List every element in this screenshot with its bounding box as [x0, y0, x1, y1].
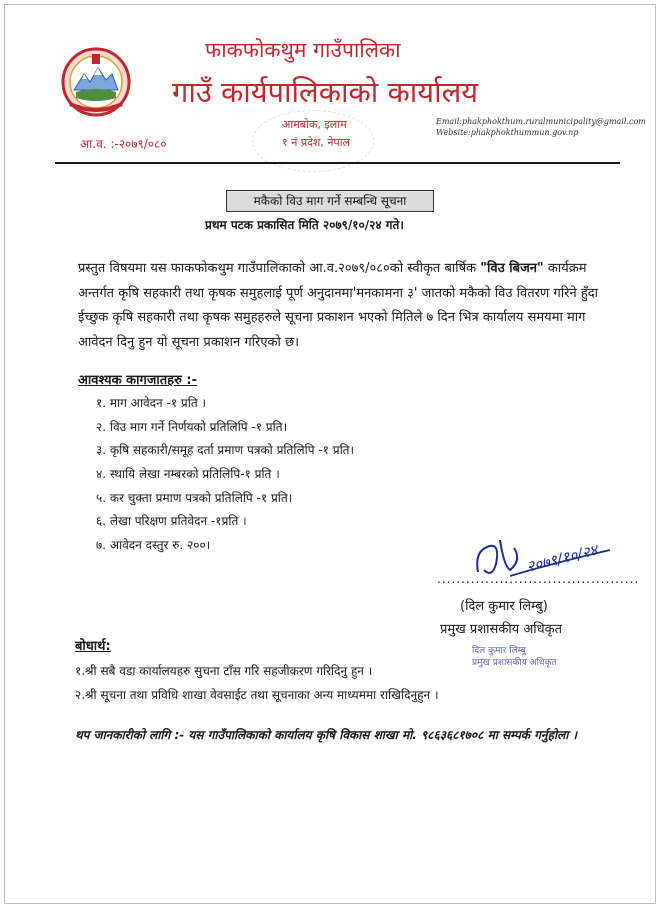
documents-list	[96, 392, 354, 558]
publish-date: प्रथम पटक प्रकासित मिति २०७९/१०/२४ गते।	[205, 218, 404, 232]
signature-line: ..........................................	[437, 572, 640, 586]
list-item: ५. कर चुक्ता प्रमाण पत्रको प्रतिलिपि -१ प्रति।	[96, 490, 293, 505]
fiscal-year: आ.व. :-२०७९/०८०	[80, 137, 167, 151]
list-item: ७. आवेदन दस्तुर रु. २००।	[96, 538, 211, 553]
email-text: Email:phakphokthum.ruralmunicipality@gmail.com	[436, 117, 646, 126]
list-item: १.श्री सबै वडा कार्यालयहरु सुचना टाँस गरि सहजीकरण गरिदिनु हुन ।	[75, 664, 373, 678]
address-line-2: १ नं प्रदेश, नेपाल	[282, 136, 351, 149]
list-item: १. माग आवेदन -१ प्रति ।	[96, 396, 207, 410]
stamp-title: प्रमुख प्रशासकीय अधिकृत	[472, 658, 557, 668]
nepal-emblem-icon	[60, 46, 132, 118]
list-item: ३. कृषि सहकारी/समूह दर्ता प्रमाण पत्रको प्रतिलिपि -१ प्रति।	[96, 443, 355, 458]
stamp-name: दिल कुमार लिम्बु	[472, 646, 526, 656]
office-name: फाकफोकथुम गाउँपालिका	[205, 38, 401, 62]
address-line-1: आमबोक, इलाम	[282, 118, 347, 131]
list-item: ६. लेखा परिक्षण प्रतिवेदन -१प्रति ।	[96, 514, 247, 529]
documents-heading: आवश्यक कागजातहरु :-	[78, 373, 197, 388]
website-text: Website:phakphokthummun.gov.np	[436, 128, 579, 137]
list-item: ४. स्थायि लेखा नम्बरको प्रतिलिपि-१ प्रति ।	[96, 467, 280, 482]
signatory-title: प्रमुख प्रशासकीय अधिकृत	[440, 622, 563, 637]
body-part-1: प्रस्तुत विषयमा यस फाकफोकथुम गाउँपालिकाको आ.व.२०७९/०८०को स्वीकृत बार्षिक	[78, 261, 481, 276]
cc-heading: बोधार्थ:	[75, 639, 111, 654]
body-part-2: कार्यक्रम अन्तर्गत कृषि सहकारी तथा कृषक समुहलाई पूर्ण अनुदानमा'मनकामना ३' जातको मकैको विउ वितरण गरिने हुँदा ईच्छुक कृषि सहकारी तथा कृषक समुहहरुले सूचना प्रकाशन भएको मितिले ७ दिन भित्र कार्यालय समयमा माग आवेदन दिनु हुन यो सूचना प्रकाशन गरिएको छ।	[78, 261, 598, 350]
contact-info: थप जानकारीको लागि :- यस गाउँपालिकाको कार्यालय कृषि विकास शाखा मो. ९८६३६८१७०८ मा सम्पर्क गर्नुहोला ।	[75, 728, 578, 742]
notice-subject: मकैको विउ माग गर्ने सम्बन्धि सूचना	[226, 190, 434, 212]
body-bold-term: "विउ बिजन"	[480, 261, 544, 276]
official-stamp	[472, 645, 557, 669]
list-item: २.श्री सूचना तथा प्रविधि शाखा वेवसाईट तथा सूचनाका अन्य माध्यममा राखिदिनुहुन ।	[75, 688, 439, 702]
signatory-name: (दिल कुमार लिम्बु)	[460, 599, 548, 614]
office-title: गाउँ कार्यपालिकाको कार्यालय	[172, 75, 479, 109]
signature-date: २०७९/१०/२४	[524, 540, 600, 576]
list-item: २. विउ माग गर्ने निर्णयको प्रतिलिपि -१ प्रति।	[96, 419, 288, 434]
notice-body	[78, 257, 598, 355]
header-divider	[55, 162, 620, 164]
